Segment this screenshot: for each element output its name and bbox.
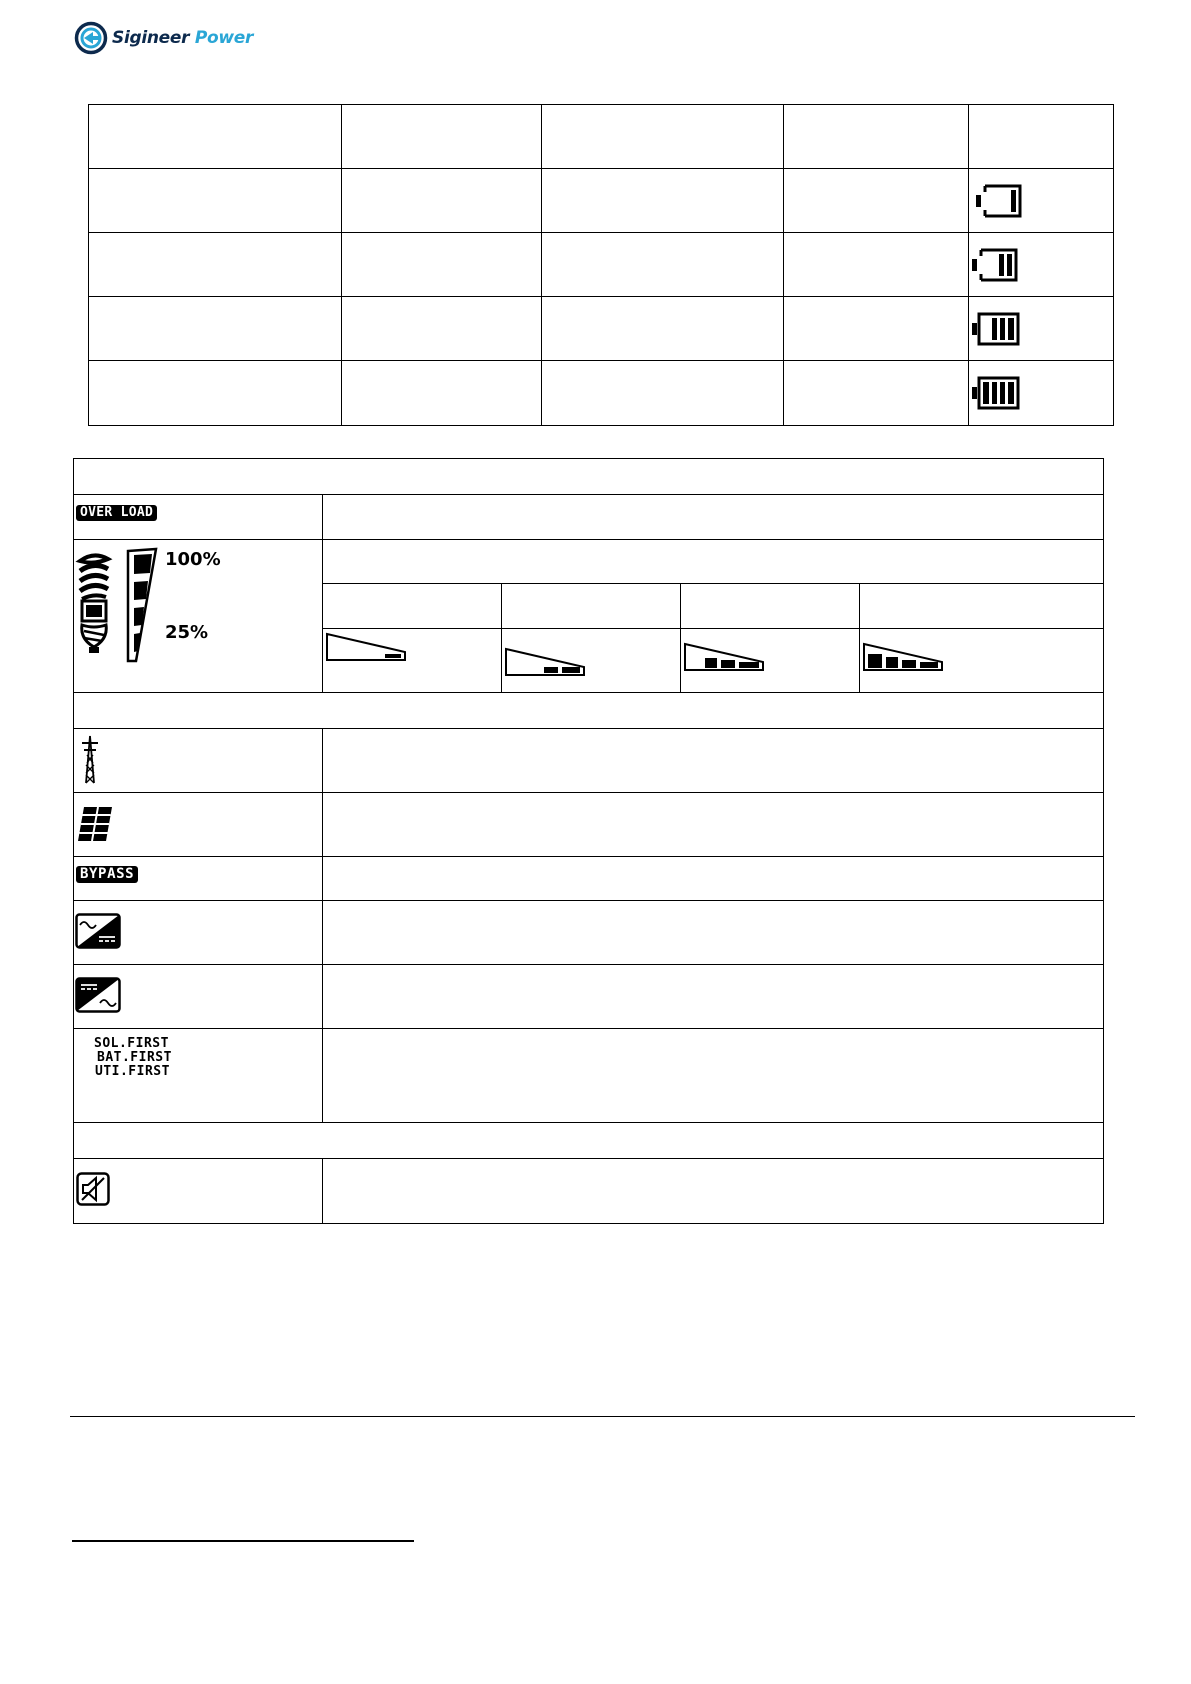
load-status-table	[73, 458, 1104, 1224]
battery-level-4-icon	[971, 376, 1021, 410]
row-divider	[74, 964, 1103, 965]
solar-panel-icon	[76, 805, 114, 843]
row-divider	[74, 1028, 1103, 1029]
column-divider	[541, 104, 542, 426]
priority-mode-battery-first: BAT.FIRST	[97, 1050, 172, 1065]
logo-icon	[74, 21, 108, 55]
brand-first-word: Sigineer	[112, 28, 190, 48]
load-level-2-icon	[504, 647, 588, 679]
row-divider	[88, 232, 1114, 233]
bulb-icon	[74, 547, 114, 657]
row-divider	[74, 900, 1103, 901]
column-divider	[322, 728, 323, 1122]
row-divider	[88, 360, 1114, 361]
column-divider	[968, 104, 969, 426]
column-divider	[341, 104, 342, 426]
load-level-3-icon	[683, 642, 767, 674]
column-divider	[322, 1158, 323, 1224]
dc-to-ac-icon	[75, 977, 121, 1013]
column-divider	[680, 583, 681, 692]
row-divider	[74, 539, 1103, 540]
row-divider	[88, 168, 1114, 169]
row-divider	[74, 728, 1103, 729]
row-divider	[74, 1158, 1103, 1159]
load-scale-bottom: 25%	[165, 622, 209, 643]
row-divider	[88, 296, 1114, 297]
column-divider	[783, 104, 784, 426]
battery-level-3-icon	[971, 312, 1021, 346]
load-level-4-icon	[862, 642, 946, 674]
mute-icon	[76, 1172, 110, 1206]
battery-table-border	[88, 104, 1114, 426]
brand-second-word: Power	[194, 28, 254, 48]
row-divider	[74, 856, 1103, 857]
ac-to-dc-icon	[75, 913, 121, 949]
row-divider	[322, 583, 1103, 584]
bypass-label: BYPASS	[76, 866, 138, 883]
row-divider	[322, 628, 1103, 629]
load-level-1-icon	[325, 632, 409, 664]
load-level-bar-icon	[126, 547, 158, 663]
row-divider	[74, 792, 1103, 793]
row-divider	[74, 494, 1103, 495]
row-divider	[74, 1122, 1103, 1123]
footer-rule	[70, 1416, 1135, 1417]
brand-logo	[74, 18, 253, 58]
column-divider	[501, 583, 502, 692]
column-divider	[859, 583, 860, 692]
overload-label: OVER LOAD	[76, 505, 157, 521]
priority-mode-solar-first: SOL.FIRST	[94, 1036, 169, 1051]
load-scale-top: 100%	[165, 549, 221, 570]
priority-mode-utility-first: UTI.FIRST	[95, 1064, 170, 1079]
battery-level-1-icon	[975, 184, 1023, 218]
battery-level-2-icon	[971, 248, 1019, 282]
power-tower-icon	[80, 735, 100, 785]
column-divider	[322, 494, 323, 692]
battery-level-table	[88, 104, 1114, 426]
row-divider	[74, 692, 1103, 693]
section-underline	[72, 1540, 414, 1542]
brand-name	[112, 28, 253, 48]
